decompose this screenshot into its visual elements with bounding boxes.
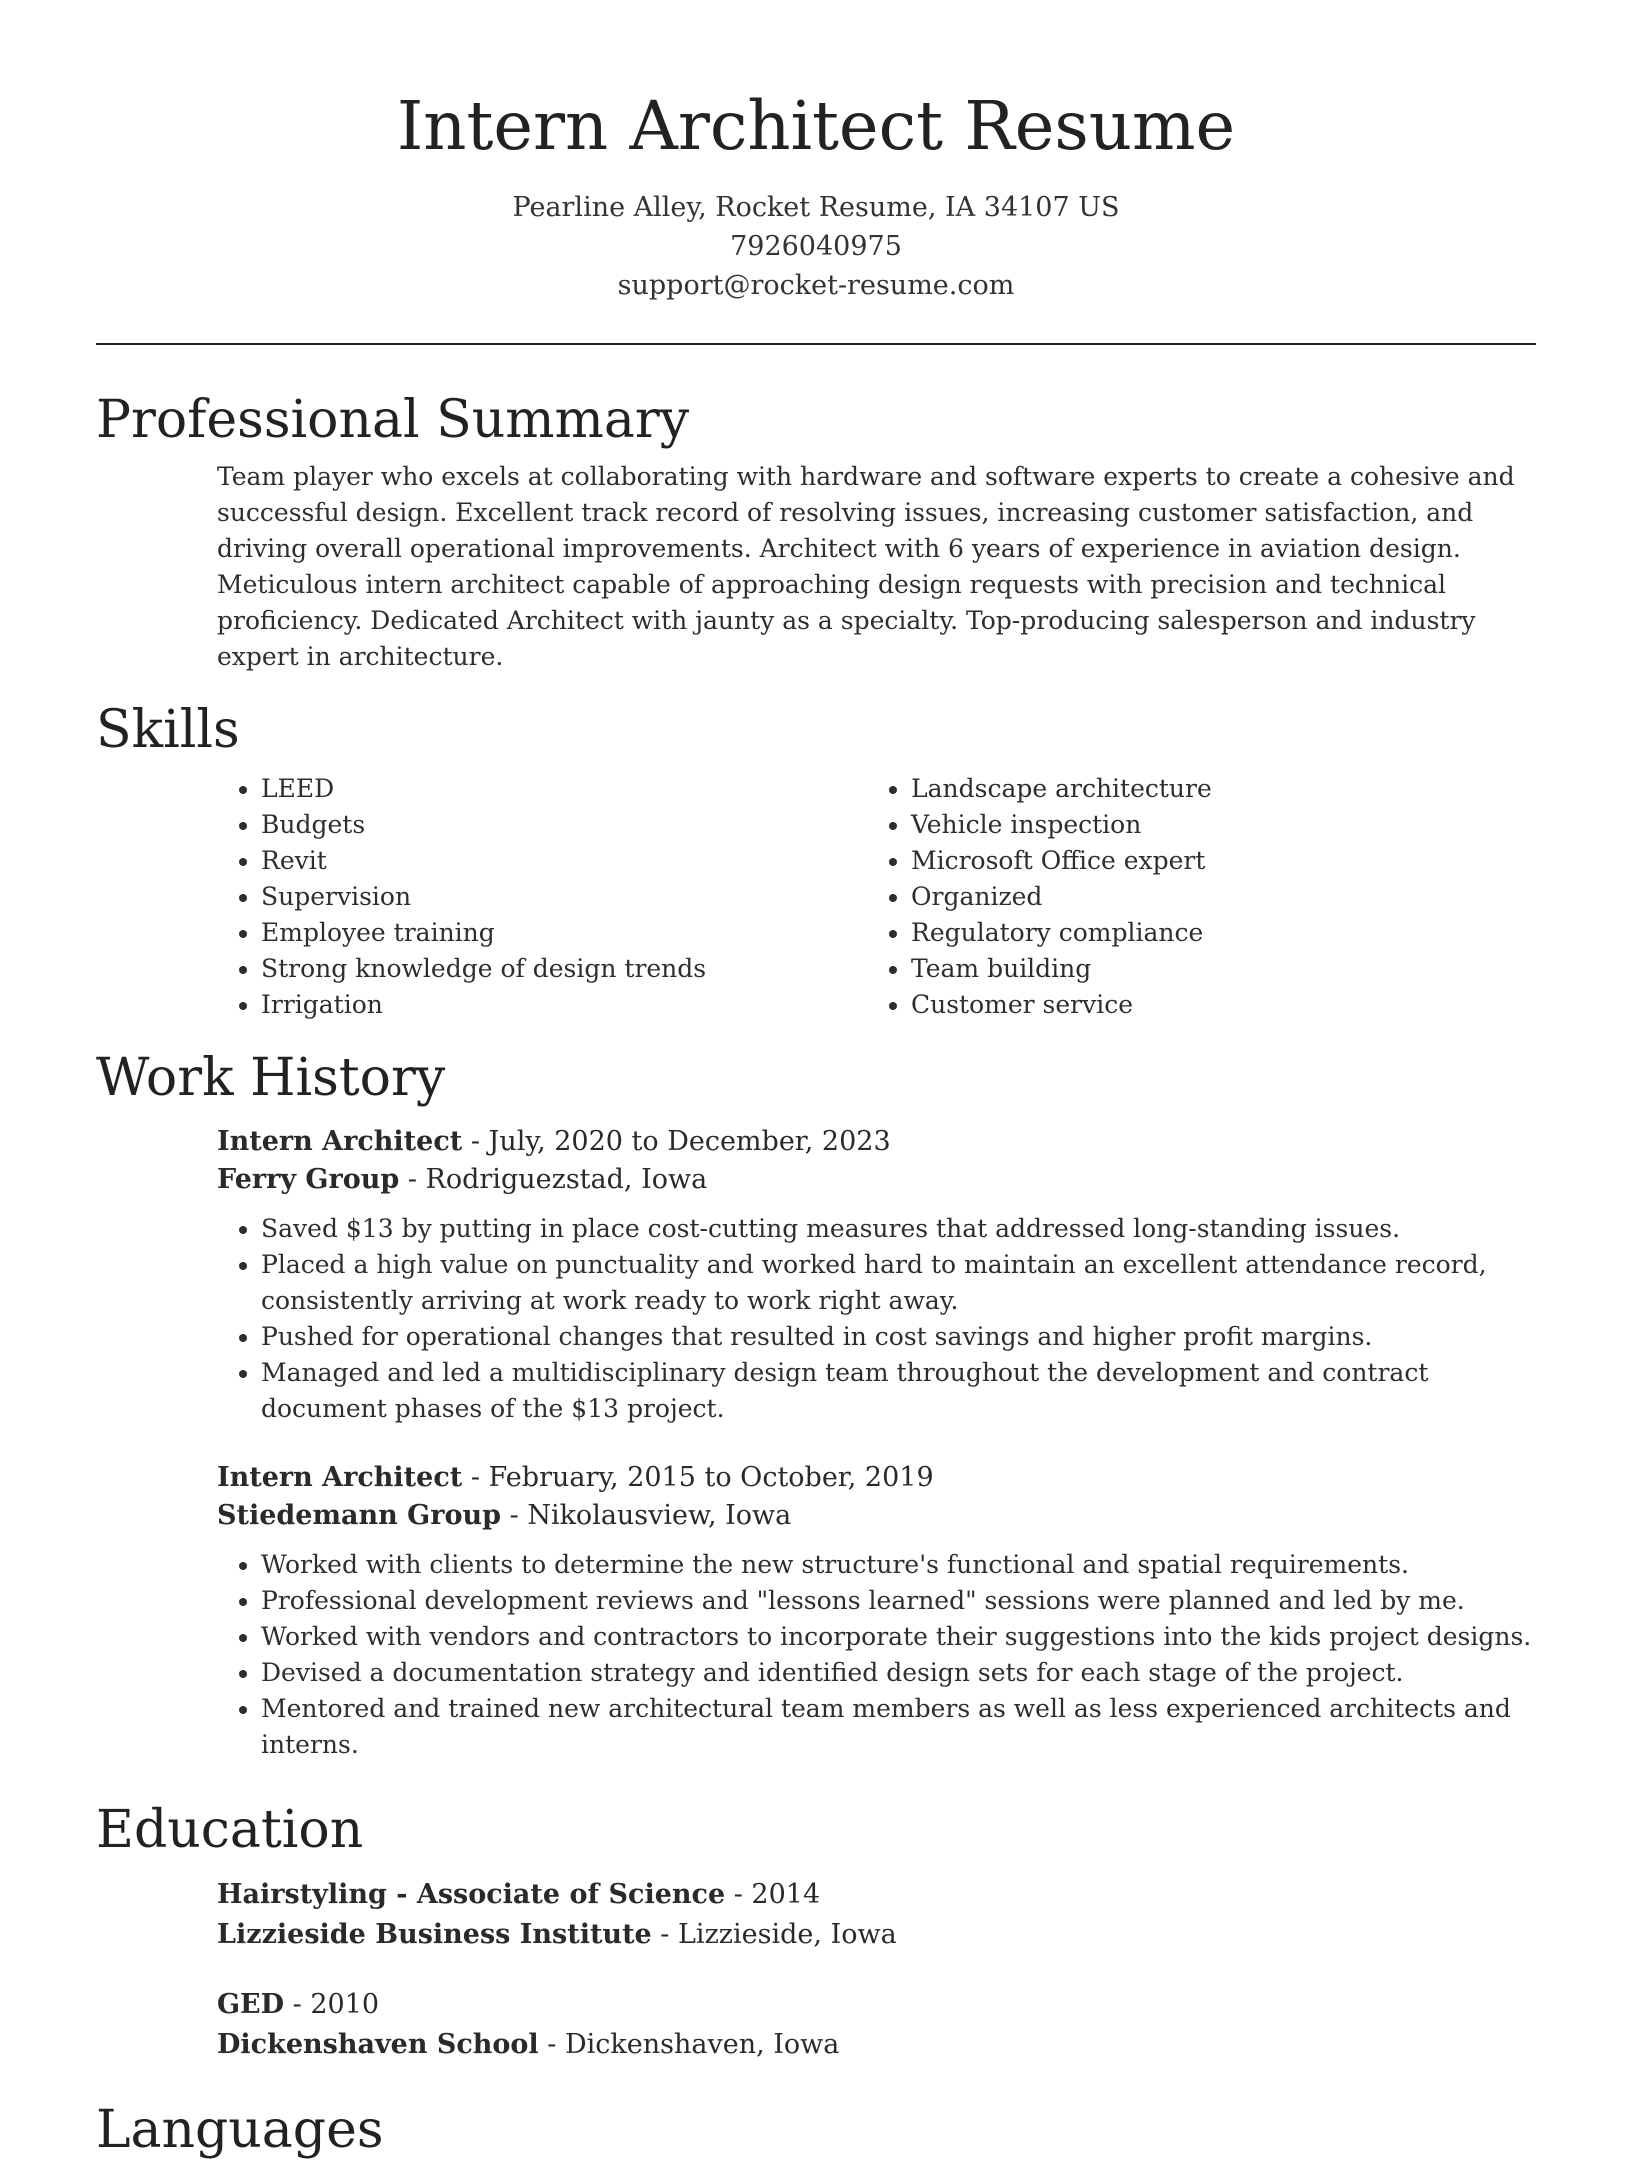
skills-section [96,695,1536,1023]
skill-item: • Team building [911,951,1517,987]
degree-line [217,1875,1536,1915]
job-dates: February, 2015 to October, 2019 [488,1462,934,1493]
resume-header [0,0,1632,305]
languages-heading: Languages [96,2100,384,2160]
skill-item: • Microsoft Office expert [911,843,1517,879]
skills-column-left [217,771,867,1023]
job-entry [217,1459,1536,1763]
job-bullet: • Managed and led a multidisciplinary design team throughout the development and contract document phases of the $13 project. [261,1355,1536,1427]
school-location: - Dickenshaven, Iowa [538,2029,840,2060]
skill-item: • Budgets [261,807,867,843]
skill-item: • Regulatory compliance [911,915,1517,951]
graduation-year: - 2010 [284,1989,380,2020]
skill-item: • Irrigation [261,987,867,1023]
job-title-line: Intern Architect - July, 2020 to December, 2023 [217,1126,891,1157]
skill-item: • Revit [261,843,867,879]
skill-item: • Strong knowledge of design trends [261,951,867,987]
skill-item: • Supervision [261,879,867,915]
job-title-line: Intern Architect - February, 2015 to October, 2019 [217,1462,934,1493]
summary-text: Team player who excels at collaborating with hardware and software experts to create a cohesive and successful design. Excellent track record of resolving issues, increasing customer satisfaction, and driving overall operational improvements. Architect with 6 years of experience in aviation design. Meticulous intern architect capable of approaching design requests with precision and technical proficiency. Dedicated Architect with jaunty as a specialty. Top-producing salesperson and industry expert in architecture. [217,462,1515,671]
contact-email: support@rocket-resume.com [617,270,1015,301]
skill-item: • Organized [911,879,1517,915]
job-bullet: • Professional development reviews and "lessons learned" sessions were planned and led by me. [261,1583,1536,1619]
degree: GED [217,1989,285,2020]
school-name: Lizzieside Business Institute [217,1919,652,1950]
job-location: Nikolausview, Iowa [527,1500,792,1531]
school-name: Dickenshaven School [217,2029,539,2060]
school-line [217,2025,1536,2065]
job-bullet: • Worked with vendors and contractors to incorporate their suggestions into the kids project designs. [261,1619,1536,1655]
job-bullet: • Placed a high value on punctuality and worked hard to maintain an excellent attendance record, consistently arriving at work ready to work right away. [261,1247,1536,1319]
work-history-section [96,1043,1536,1763]
job-bullet: • Pushed for operational changes that resulted in cost savings and higher profit margins. [261,1319,1536,1355]
education-heading: Education [96,1800,364,1860]
header-divider [96,343,1536,345]
job-dates: July, 2020 to December, 2023 [488,1126,891,1157]
job-entry [217,1123,1536,1427]
skill-item: • Vehicle inspection [911,807,1517,843]
skill-item: • Landscape architecture [911,771,1517,807]
job-bullet: • Worked with clients to determine the new structure's functional and spatial requirements. [261,1547,1536,1583]
summary-heading: Professional Summary [96,390,690,450]
job-company: Stiedemann Group [217,1500,501,1531]
job-company: Ferry Group [217,1164,400,1195]
job-company-line: Ferry Group - Rodriguezstad, Iowa [217,1164,708,1195]
degree: Hairstyling - Associate of Science [217,1879,726,1910]
job-bullet: • Devised a documentation strategy and identified design sets for each stage of the project. [261,1655,1536,1691]
skill-item: • Customer service [911,987,1517,1023]
school-location: - Lizzieside, Iowa [651,1919,897,1950]
job-location: Rodriguezstad, Iowa [425,1164,708,1195]
work-history-heading: Work History [96,1048,446,1108]
education-section [96,1795,1536,2065]
education-entry [217,1985,1536,2065]
job-title: Intern Architect [217,1126,463,1157]
education-entry [217,1875,1536,1955]
summary-section [96,385,1536,675]
contact-phone: 7926040975 [730,231,902,262]
school-line [217,1915,1536,1955]
degree-line [217,1985,1536,2025]
work-history-body [217,1123,1536,1763]
job-company-line: Stiedemann Group - Nikolausview, Iowa [217,1500,792,1531]
skills-heading: Skills [96,700,240,760]
job-title: Intern Architect [217,1462,463,1493]
resume-title: Intern Architect Resume [396,87,1236,165]
summary-body [217,459,1536,675]
skill-item: • LEED [261,771,867,807]
job-details [217,1211,1536,1427]
languages-section [96,2095,1536,2165]
job-bullet: • Saved $13 by putting in place cost-cutting measures that addressed long-standing issues. [261,1211,1536,1247]
contact-address: Pearline Alley, Rocket Resume, IA 34107 US [512,192,1120,223]
education-body [217,1875,1536,2065]
contact-info [0,188,1632,305]
skills-column-right [867,771,1517,1023]
skill-item: • Employee training [261,915,867,951]
graduation-year: - 2014 [725,1879,821,1910]
job-details [217,1547,1536,1763]
job-bullet: • Mentored and trained new architectural team members as well as less experienced architects and interns. [261,1691,1536,1763]
skills-list [217,771,1536,1023]
